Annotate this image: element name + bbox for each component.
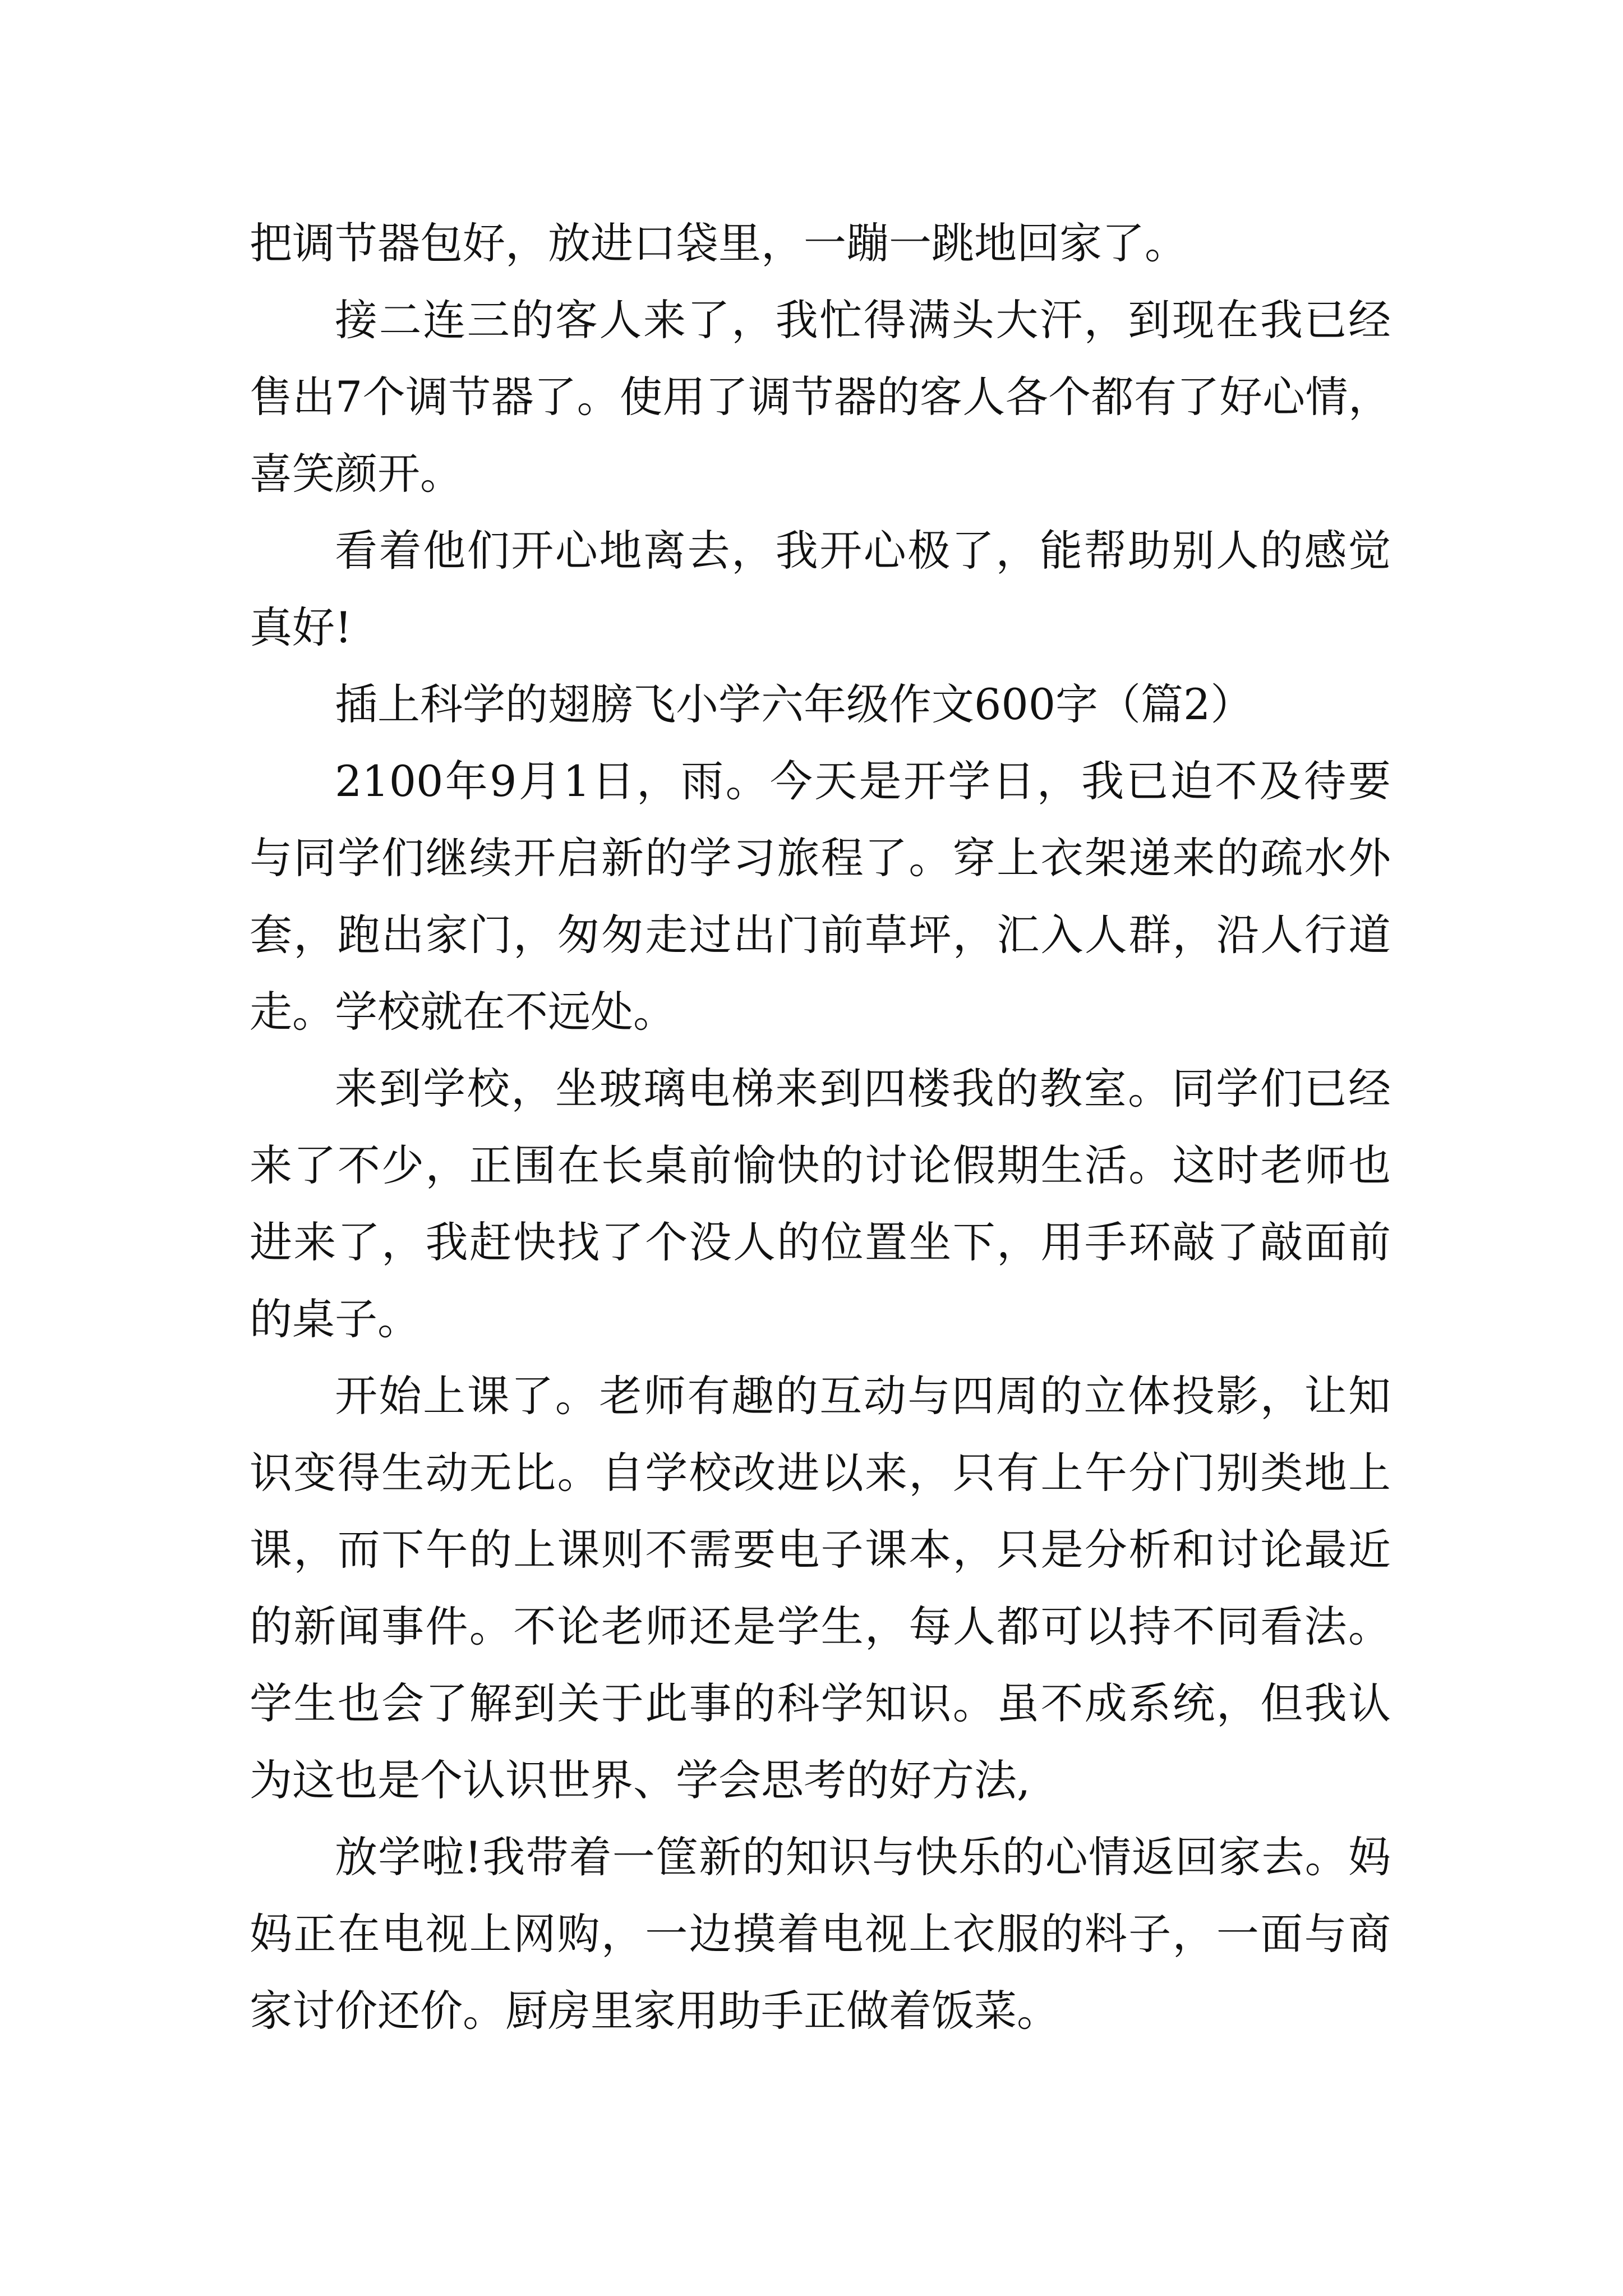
essay-title: 插上科学的翅膀飞小学六年级作文600字（篇2） xyxy=(335,679,1253,729)
paragraph-feeling: 看着他们开心地离去，我开心极了，能帮助别人的感觉真好! xyxy=(250,526,1391,652)
paragraph-classroom: 来到学校，坐玻璃电梯来到四楼我的教室。同学们已经来了不少，正围在长桌前愉快的讨论假期生活。这时老师也进来了，我赶快找了个没人的位置坐下，用手环敲了敲面前的桌子。 xyxy=(250,1064,1391,1344)
paragraph-continuation: 把调节器包好，放进口袋里，一蹦一跳地回家了。 xyxy=(250,218,1187,268)
paragraph-school-day: 2100年9月1日，雨。今天是开学日，我已迫不及待要与同学们继续开启新的学习旅程了。穿上衣架递来的疏水外套，跑出家门，匆匆走过出门前草坪，汇入人群，沿人行道走。学校就在不远处。 xyxy=(250,756,1391,1037)
paragraph-lessons: 开始上课了。老师有趣的互动与四周的立体投影，让知识变得生动无比。自学校改进以来，只有上午分门别类地上课，而下午的上课则不需要电子课本，只是分析和讨论最近的新闻事件。不论老师还是学生，每人都可以持不同看法。学生也会了解到关于此事的科学知识。虽不成系统，但我认为这也是个认识世界、学会思考的好方法, xyxy=(250,1371,1391,1805)
document-body xyxy=(250,205,1391,2049)
paragraph-customers: 接二连三的客人来了，我忙得满头大汗，到现在我已经售出7个调节器了。使用了调节器的客人各个都有了好心情，喜笑颜开。 xyxy=(250,295,1391,499)
paragraph-after-school: 放学啦!我带着一筐新的知识与快乐的心情返回家去。妈妈正在电视上网购，一边摸着电视上衣服的料子，一面与商家讨价还价。厨房里家用助手正做着饭菜。 xyxy=(250,1832,1391,2036)
